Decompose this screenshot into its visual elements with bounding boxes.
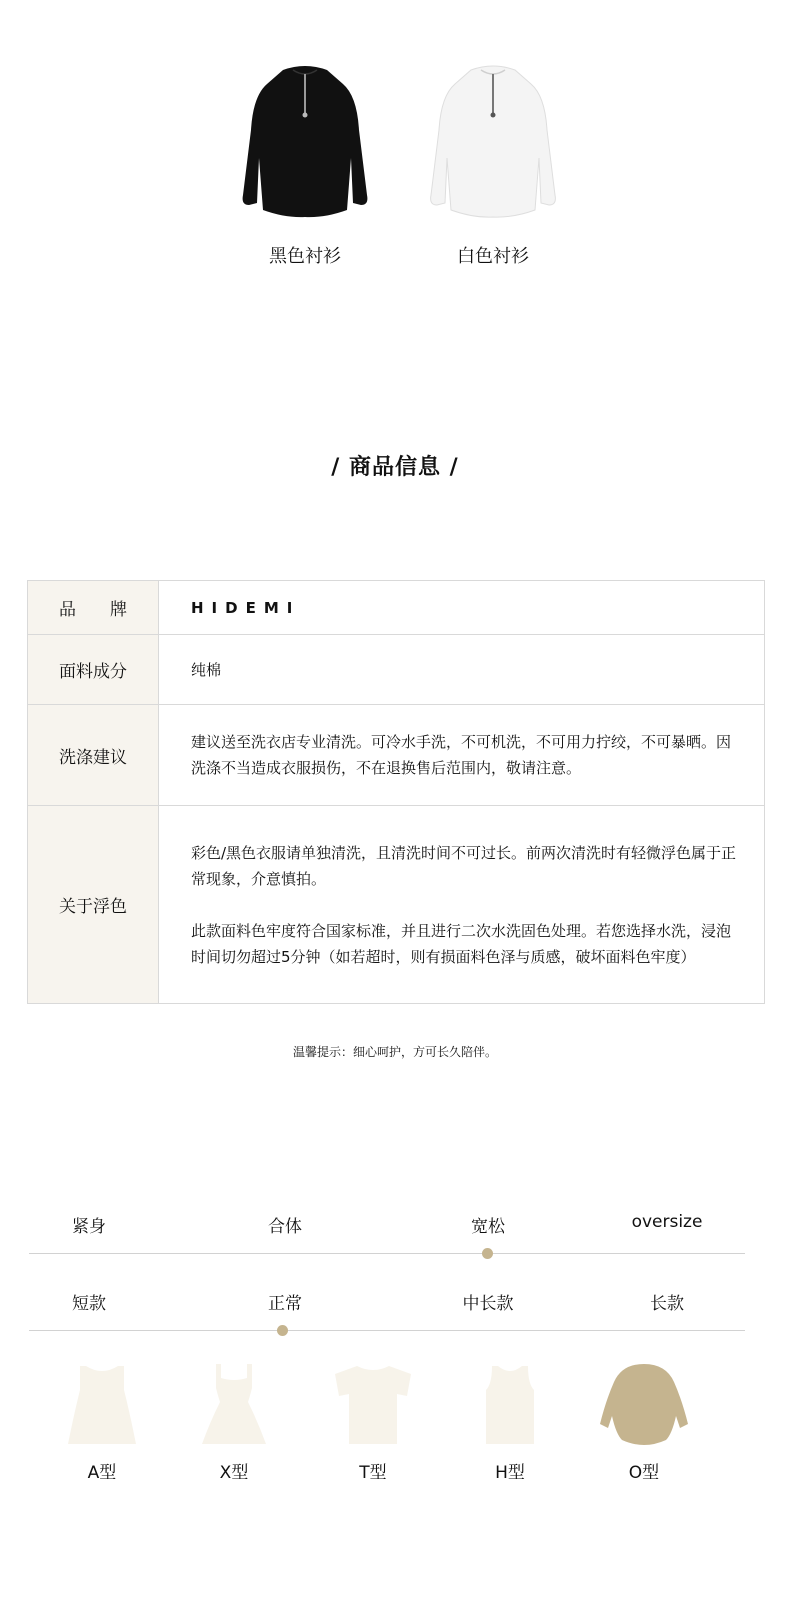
- fit-option-oversize: oversize: [631, 1212, 703, 1232]
- table-row: [28, 806, 765, 1004]
- fit-option-loose: 宽松: [471, 1217, 505, 1237]
- table-row: [28, 705, 765, 806]
- table-row: [28, 635, 765, 705]
- product-label-white: 白色衬衫: [457, 246, 529, 267]
- fit-selected-marker: [482, 1248, 493, 1259]
- body-type-t: T型: [359, 1463, 387, 1483]
- section-title: / 商品信息 /: [331, 455, 459, 480]
- length-selected-marker: [277, 1325, 288, 1336]
- black-shirt-image: [235, 60, 375, 225]
- fabric-value: 纯棉: [159, 635, 765, 705]
- length-option-regular: 正常: [268, 1294, 302, 1314]
- fit-option-tight: 紧身: [72, 1217, 106, 1237]
- length-option-midlong: 中长款: [462, 1294, 514, 1314]
- white-shirt-image: [423, 60, 563, 225]
- product-label-black: 黑色衬衫: [269, 246, 341, 267]
- body-type-x: X型: [219, 1463, 249, 1483]
- length-option-short: 短款: [72, 1294, 106, 1314]
- length-option-long: 长款: [650, 1294, 684, 1314]
- length-scale-line: [29, 1330, 745, 1331]
- product-info-table: [27, 580, 765, 1004]
- brand-value: HIDEMI: [191, 598, 301, 617]
- color-bleed-value-2: 此款面料色牢度符合国家标准，并且进行二次水洗固色处理。若您选择水洗，浸泡时间切勿超过5分钟（如若超时，则有损面料色泽与质感，破坏面料色牢度）: [191, 921, 732, 966]
- row-key-color-bleed: 关于浮色: [28, 806, 159, 1004]
- fit-option-regular: 合体: [268, 1217, 302, 1237]
- row-key-brand: 品 牌: [28, 581, 159, 635]
- row-key-washing: 洗涤建议: [28, 705, 159, 806]
- a-line-silhouette-icon: [64, 1362, 140, 1448]
- care-tip: 温馨提示：细心呵护，方可长久陪伴。: [292, 1045, 497, 1059]
- t-shirt-silhouette-icon: [331, 1362, 415, 1448]
- x-line-silhouette-icon: [196, 1362, 272, 1448]
- color-bleed-value-1: 彩色/黑色衣服请单独清洗，且清洗时间不可过长。前两次清洗时有轻微浮色属于正常现象，介意慎拍。: [191, 843, 737, 888]
- washing-value: 建议送至洗衣店专业清洗。可冷水手洗，不可机洗，不可用力拧绞，不可暴晒。因洗涤不当造成衣服损伤，不在退换售后范围内，敬请注意。: [159, 705, 765, 806]
- o-line-silhouette-icon: [596, 1360, 692, 1450]
- body-type-h: H型: [495, 1463, 525, 1483]
- row-key-fabric: 面料成分: [28, 635, 159, 705]
- body-type-o: O型: [628, 1463, 660, 1483]
- body-type-a: A型: [87, 1463, 117, 1483]
- h-line-silhouette-icon: [472, 1362, 548, 1448]
- table-row: [28, 581, 765, 635]
- fit-scale-line: [29, 1253, 745, 1254]
